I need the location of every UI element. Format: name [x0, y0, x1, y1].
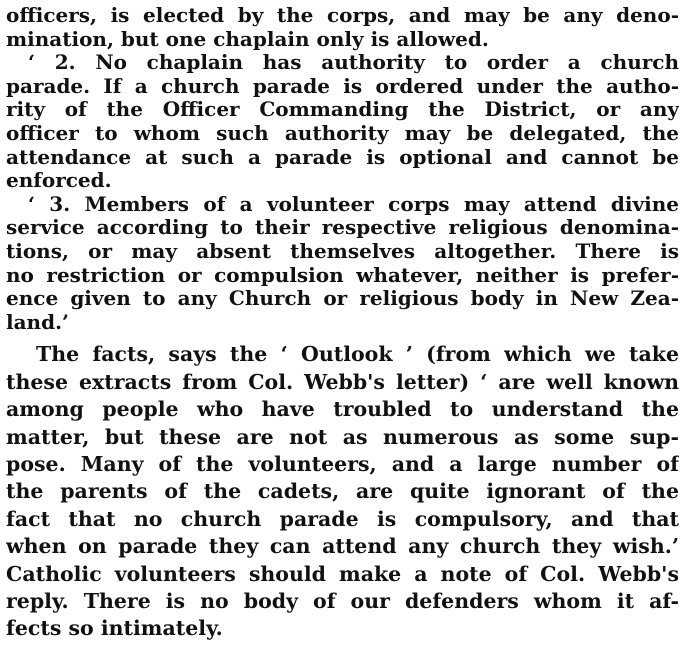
text-line: fact that no church parade is compulsory, and that [6, 506, 679, 531]
text-line: Catholic volunteers should make a note of Col. Webb's [6, 561, 679, 586]
text-line: parade. If a church parade is ordered under the autho- [6, 74, 679, 98]
quoted-letter-block [6, 4, 679, 334]
text-line: reply. There is no body of our defenders whom it af- [6, 588, 679, 613]
body-paragraph [6, 341, 679, 642]
text-line: pose. Many of the volunteers, and a large number of [6, 451, 679, 476]
text-line: service according to their respective religious denomina- [6, 216, 679, 240]
text-line: mination, but one chaplain only is allowed. [6, 27, 489, 51]
text-line: officer to whom such authority may be delegated, the [6, 121, 679, 145]
text-line: officers, is elected by the corps, and may be any deno- [6, 4, 679, 27]
text-line: The facts, says the ‘ Outlook ’ (from which we take [36, 342, 679, 367]
text-line: matter, but these are not as numerous as some sup- [6, 424, 679, 449]
text-line: rity of the Officer Commanding the District, or any [6, 98, 679, 122]
text-line: tions, or may absent themselves altogether. There is [6, 239, 679, 263]
text-line: the parents of the cadets, are quite ignorant of the [6, 479, 679, 504]
text-line: ‘ 3. Members of a volunteer corps may attend divine [28, 192, 679, 216]
text-line: when on parade they can attend any church they wish.’ [6, 534, 679, 559]
text-line: fects so intimately. [6, 616, 223, 641]
text-line: attendance at such a parade is optional and cannot be [6, 145, 679, 169]
text-line: ence given to any Church or religious body in New Zea- [6, 287, 679, 311]
text-line: no restriction or compulsion whatever, neither is prefer- [6, 263, 679, 287]
text-line: ‘ 2. No chaplain has authority to order a church [28, 51, 679, 75]
text-line: enforced. [6, 169, 112, 193]
text-line: among people who have troubled to understand the [6, 397, 679, 422]
text-line: these extracts from Col. Webb's letter) ‘ are well known [6, 369, 679, 394]
text-line: land.’ [6, 310, 70, 334]
